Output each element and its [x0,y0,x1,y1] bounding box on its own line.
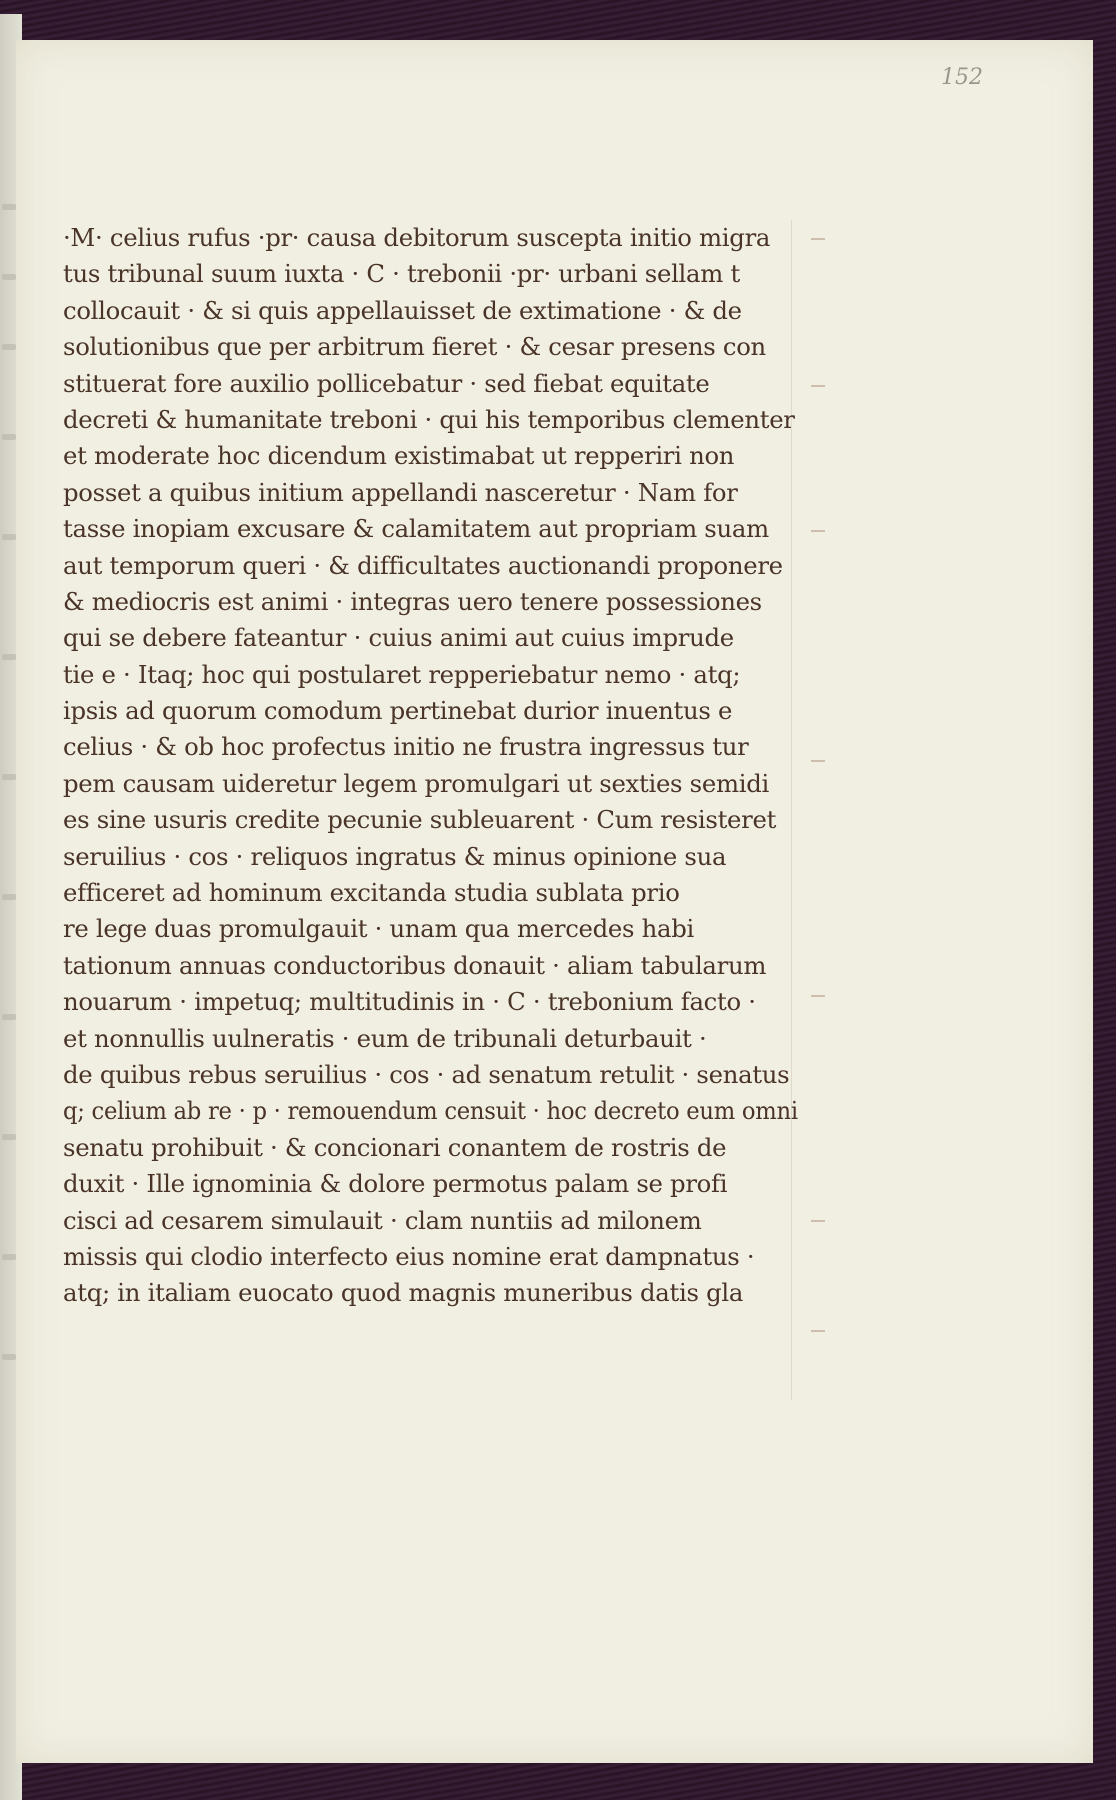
text-line: ipsis ad quorum comodum pertinebat durior inuentus e [63,696,733,726]
text-line: pem causam uideretur legem promulgari ut sexties semidi [63,768,769,798]
text-line: aut temporum queri · & difficultates auctionandi proponere [63,550,783,580]
text-line: senatu prohibuit · & concionari conantem de rostris de [63,1132,727,1162]
text-line: ·M· celius rufus ·pr· causa debitorum suscepta initio migra [63,223,771,252]
text-line: posset a quibus initium appellandi nasceretur · Nam for [63,477,738,507]
folio-number: 152 [941,65,983,90]
text-line: missis qui clodio interfecto eius nomine erat dampnatus · [63,1241,755,1271]
text-block [63,220,803,1312]
margin-prick [811,1330,825,1332]
text-line: & mediocris est animi · integras uero tenere possessiones [63,586,762,616]
text-line: qui se debere fateantur · cuius animi aut cuius imprude [63,623,734,653]
text-line: stituerat fore auxilio pollicebatur · sed fiebat equitate [63,368,710,398]
text-line: collocauit · & si quis appellauisset de extimatione · & de [63,295,742,325]
margin-prick [811,530,825,532]
text-line: celius · & ob hoc profectus initio ne frustra ingressus tur [63,732,749,762]
text-line: tie e · Itaq; hoc qui postularet repperiebatur nemo · atq; [63,659,741,689]
text-line: solutionibus que per arbitrum fieret · & cesar presens con [63,332,766,362]
text-line: seruilius · cos · reliquos ingratus & minus opinione sua [63,841,727,871]
text-line: atq; in italiam euocato quod magnis muneribus datis gla [63,1278,744,1308]
text-line: es sine usuris credite pecunie subleuarent · Cum resisteret [63,805,777,835]
text-line: duxit · Ille ignominia & dolore permotus palam se profi [63,1169,728,1199]
text-line: tationum annuas conductoribus donauit · aliam tabularum [63,950,767,980]
margin-prick [811,238,825,240]
text-line: tus tribunal suum iuxta · C · trebonii ·pr· urbani sellam t [63,259,740,289]
text-line: re lege duas promulgauit · unam qua mercedes habi [63,914,695,944]
text-line: efficeret ad hominum excitanda studia sublata prio [63,878,680,908]
text-line: q; celium ab re · p · remouendum censuit · hoc decreto eum omni [63,1096,798,1126]
margin-prick [811,385,825,387]
text-line: et nonnullis uulneratis · eum de tribunali deturbauit · [63,1023,707,1053]
text-line: cisci ad cesarem simulauit · clam nuntiis ad milonem [63,1205,702,1235]
margin-prick [811,995,825,997]
margin-prick [811,760,825,762]
margin-prick [811,1220,825,1222]
manuscript-page [16,40,1093,1763]
text-line: de quibus rebus seruilius · cos · ad senatum retulit · senatus [63,1059,790,1089]
text-line: et moderate hoc dicendum existimabat ut repperiri non [63,441,735,471]
text-line: decreti & humanitate treboni · qui his temporibus clementer [63,404,795,434]
text-line: nouarum · impetuq; multitudinis in · C · trebonium facto · [63,987,756,1017]
text-line: tasse inopiam excusare & calamitatem aut propriam suam [63,514,769,544]
